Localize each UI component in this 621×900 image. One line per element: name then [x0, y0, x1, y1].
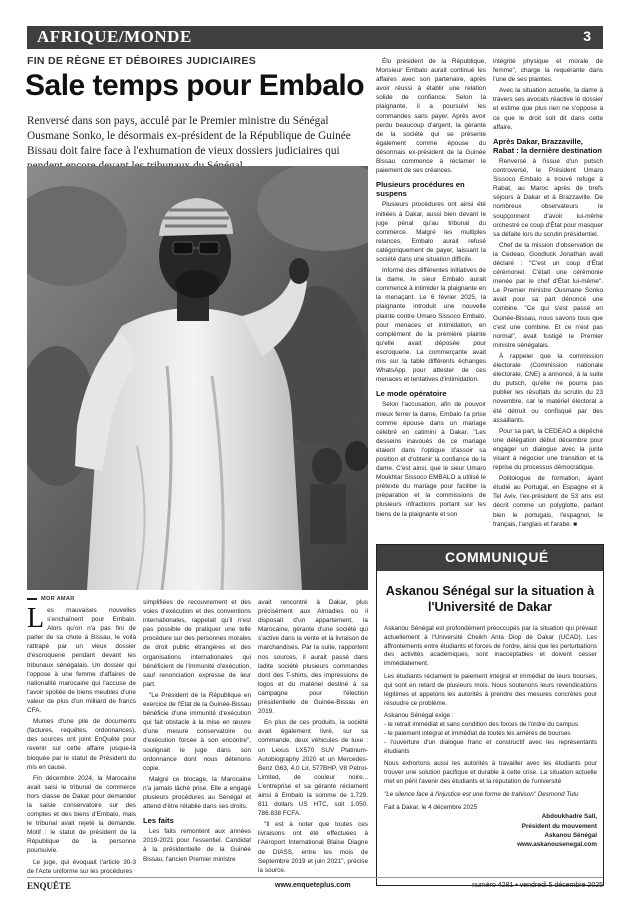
- subheading-rabat: Après Dakar, Brazzaville, Rabat : la dernière destination: [493, 136, 602, 155]
- communique-paragraph: Les étudiants réclament le paiement intégral et immédiat de leurs bourses, qui sont en retard de plusieurs mois. Nous soutenons leurs revendications légitimes et appelons les autorités à prendre des mesures concrètes pour résoudre ce problème.: [384, 673, 597, 707]
- communique-box: [376, 544, 604, 886]
- drop-cap: L: [27, 603, 45, 634]
- body-paragraph: Les faits remontent aux années 2019-2021 pour l'essentiel. Candidat à la présidentielle de la Guinée Bissau, l'ancien Premier ministre: [143, 828, 251, 863]
- body-paragraph: "Il est à noter que toutes ces livraisons ont été effectuées à l'Aéroport International Blaise Diagne de DIASS, entre les mois de Septembre 2019 et juin 2021", précise la source.: [258, 821, 368, 874]
- article-column-4: [376, 57, 486, 521]
- demand-item: - le paiement intégral et immédiat de toutes les arriérés de bourses: [384, 729, 571, 737]
- lead-paragraph: Les mauvaises nouvelles s'enchaînent pour Embalo. Alors qu'on n'a pas fini de parler de sa chute à Bissau, le voilà rattrapé par un vieux dossier d'escroquerie pendant devant les tribunaux sénégalais. Un dossier qui l'oppose à une femme d'affaires de nationalité marocaine qui l'accuse de l'avoir spoliée de biens meubles d'une valeur de plus d'un milliard de francs CFA.: [27, 603, 136, 715]
- demand-item: - le retrait immédiat et sans condition des forces de l'ordre du campus: [384, 721, 579, 729]
- article-chapeau: Renversé dans son pays, acculé par le Premier ministre du Sénégal Ousmane Sonko, le désormais ex-président de la République de Guinée Bissau doit faire face à l'exhumation de vieux dossiers judiciaires qui: [27, 115, 351, 158]
- communique-header: [377, 545, 603, 571]
- body-paragraph: intégrité physique et morale de femme", charge la requérante dans l'une de ses plaintes.: [493, 58, 603, 84]
- body-paragraph: Renversé à l'issue d'un putsch controversé, le Président Umaro Sissoco Embalo a trouvé refuge à Rabat, au Maroc après de brefs séjours à Dakar et à Brazzaville. De nombreux observateurs le soupçonnent d'avoir lui-même orchestré ce coup d'État pour masquer sa défaite lors du scrutin présidentiel.: [493, 157, 603, 238]
- signatory-name: Abdoukhadre Sall,: [541, 813, 597, 821]
- communique-body: [384, 625, 597, 849]
- body-paragraph: Plusieurs procédures ont ainsi été initiées à Dakar, aussi bien devant le juge pénal qu'au tribunal du commerce. Malgré les multiples relances, Embalo aurait refusé catégoriquement de payer, laissant la société dans une situation difficile.: [376, 201, 486, 263]
- communique-paragraph: Askanou Sénégal est profondément préoccupés par la situation qui prévaut actuellement à l'Université Cheikh Anta Diop de Dakar (UCAD). Les affrontements entre étudiants et forces de l'ordre, ainsi que les perturbations des activités académiques, sont inacceptables et doivent cesser immédiatement.: [384, 625, 597, 668]
- body-paragraph: Politologue de formation, ayant étudié au Portugal, en Espagne et à Tel Aviv, l'ex-président de 53 ans est décrit comme un polyglotte, parlant bien le portugais, l'espagnol, le français, l'anglais et l'arabe. ■: [493, 475, 603, 528]
- signatory-role: Président du mouvement: [521, 822, 597, 830]
- article-column-3: [258, 598, 368, 877]
- body-paragraph: Selon l'accusation, afin de pouvoir mieux ferrer la dame, Embalo l'a prise comme épouse dans un mariage célébré en catimini à Dakar. "Les desseins inavoués de ce mariage étaient dans l'optique d'assoir sa position et d'obtenir la confiance de la dame. C'est ainsi, que le sieur Umaro Moukhtar Sissoco EMBALO a utilisé le prétexte du mariage pour faciliter la préparation et la commissions de plusieurs infractions portant sur les biens de la plaignante et son: [376, 401, 486, 518]
- article-photo: [27, 166, 368, 590]
- body-paragraph: Informé des différentes initiatives de la dame, le sieur Embalo aurait commencé à intimider la plaignante en la menaçant. Le 6 février 2025, la plaignante introduit une nouvelle plainte contre Umaro Sissoco Embalo, pour menaces et intimidation, en complément de la première plainte qu'elle avait déposée pour escroquerie. La commerçante avait mis sur la table différents échanges WhatsApp pour attester de ces menaces et tentatives d'intimidation.: [376, 267, 486, 384]
- article-byline: MOR AMAR: [27, 596, 75, 602]
- section-title: AFRIQUE/MONDE: [37, 27, 192, 46]
- communique-quote: "Le silence face à l'injustice est une forme de trahison" Desmond Tutu: [384, 790, 579, 798]
- communique-date: Fait à Dakar, le 4 décembre 2025: [384, 803, 478, 811]
- body-paragraph: À rappeler que la commission électorale (Commission nationale électorale, CNE) a annoncé, à la suite du putsch, qu'elle ne pourra pas publier les résultats du scrutin du 23 novembre, car le matériel électoral a été détruit ou confisqué par des assaillants.: [493, 352, 603, 424]
- article-column-2: [143, 598, 251, 866]
- article-column-1: [27, 603, 136, 878]
- body-paragraph: Chef de la mission d'observation de la Cedeao, Goodluck Jonathan avait déclaré : "C'est un coup d'État cérémoniel. C'était une cérémonie menée par le chef d'État lui-même". Le Premier ministre Ousmane Sonko avait pour sa part dénoncé une combine. "Ce qui s'est passé en Guinée-Bissau, nous savons tous que c'est une combine. Et ce n'est pas normal", avait fustigé le Premier ministre sénégalais.: [493, 241, 603, 349]
- page-number: 3: [583, 28, 591, 44]
- footer-logo: ENQUÊTE: [27, 881, 72, 891]
- portrait-illustration: [27, 166, 368, 590]
- body-paragraph: avait rencontré à Dakar, plus précisément aux Almadies où il disposait d'un appartement, la Marocaine, gérante d'une société qui s'active dans la vente et la livraison de marchandises. Par la suite, rapportent nos sources, il aurait passé dans ladite société plusieurs commandes dont des T-shirts, des impressions de logos et du matériel destiné à sa campagne pour l'élection présidentielle de Guinée-Bissau en 2019.: [258, 599, 368, 716]
- communique-signature: [384, 812, 597, 849]
- subheading-procedures: Plusieurs procédures en suspens: [376, 180, 465, 199]
- body-paragraph: Pour sa part, la CEDEAO a dépêché une délégation début décembre pour engager un dialogue avec la junte visant à négocier une transition et la reprise du processus démocratique.: [493, 427, 603, 472]
- body-paragraph: "Le Président de la République en exercice de l'Etat de la Guinée-Bissau bénéficie d'une immunité d'exécution qui fait obstacle à la mise en œuvre d'une mesure conservatoire ou d'exécution forcée à son encontre", soulignait le juge dans son ordonnance dont nous détenons copie.: [143, 691, 251, 772]
- body-paragraph: simplifiées de recouvrement et des voies d'exécution et des conventions internationales, rappelait qu'il n'est pas possible de pratiquer une telle procédure sur des personnes morales de droit public étrangères et des organisations internationales qui bénéficient de l'immunité d'exécution, sauf renonciation expresse de leur part.: [143, 599, 251, 688]
- footer-issue: numéro 4281 • vendredi 5 décembre 2025: [472, 882, 603, 889]
- body-paragraph: Le juge, qui évoquait l'article 30-3 de l'Acte uniforme sur les procédures: [27, 858, 136, 875]
- body-paragraph: Avec la situation actuelle, la dame à travers ses avocats réactive le dossier et estime que plus rien ne s'oppose à ce que le droit soit dit dans cette affaire.: [493, 87, 603, 131]
- body-paragraph: En plus de ces produits, la société avait également livré, sur sa commande, deux véhicules de luxe : un Lexus LX570 SUV Platinum-Autobiography 2020 et un Mercedes-Benz G63, 4.0 Lir, 577BHP, V8 Petrol-Limited, de couleur noire... L'entreprise et sa gérante réclament ainsi à Embalo la somme de 1.729. 811 dollars US HTC, soit 1.050. 786.838 FCFA.: [258, 719, 368, 818]
- body-paragraph: Munies d'une pile de documents (factures, requêtes, ordonnances), des sources ont joint EnQuête pour revenir sur cette affaire jusque-là bloquée par le statut de Président du mis en cause.: [27, 718, 136, 771]
- article-column-5: [493, 57, 603, 531]
- body-paragraph: Fin décembre 2024, la Marocaine avait saisi le tribunal de commerce hors classe de Dakar pour demander la saisie conservatoire sur des comptes et des biens d'Embalo, mais le tribunal avait rejeté la demande. Motif : le statut de président de la République de la personne poursuivie.: [27, 774, 136, 855]
- communique-label: COMMUNIQUÉ: [445, 549, 549, 565]
- demand-item: - l'ouverture d'un dialogue franc et constructif avec les représentants étudiants: [384, 738, 597, 755]
- signatory-website[interactable]: www.askanousenegal.com: [517, 840, 597, 848]
- footer-rule: [27, 877, 603, 878]
- subheading-les-faits: Les faits: [143, 816, 174, 826]
- article-headline: Sale temps pour Embalo: [25, 69, 365, 102]
- section-header: [27, 26, 603, 49]
- demands-intro: Askanou Sénégal exige :: [384, 712, 454, 720]
- communique-title: Askanou Sénégal sur la situation à l'Université de Dakar: [385, 584, 595, 615]
- body-paragraph: Malgré ce blocage, la Marocaine n'a jamais lâché prise. Elle a engagé plusieurs procédures au Sénégal et attend d'être rétablie dans ses droits.: [143, 775, 251, 811]
- footer-url[interactable]: www.enqueteplus.com: [275, 882, 351, 889]
- communique-closing: Nous exhortons aussi les autorités à travailler avec les étudiants pour trouver une solution pacifique et durable à cette crise. La situation actuelle met en péril l'avenir des étudiants et la réputation de l'université: [384, 760, 597, 785]
- body-paragraph: Élu président de la République, Monsieur Embalo aurait continué les affaires avec son partenaire, après avoir réussi à établir une relation solide de confiance. Selon la plaignante, il a poursuivi les commandes sans payer. Après avoir perdu beaucoup d'argent, la gérante de la société qui se présente également comme épouse du désormais ex-président de la Guinée Bissau commence à réclamer le paiement de ses créances.: [376, 58, 486, 175]
- article-kicker: FIN DE RÈGNE ET DÉBOIRES JUDICIAIRES: [27, 55, 256, 67]
- signatory-org: Askanou Sénégal: [544, 831, 597, 839]
- subheading-mode-operatoire: Le mode opératoire: [376, 389, 447, 399]
